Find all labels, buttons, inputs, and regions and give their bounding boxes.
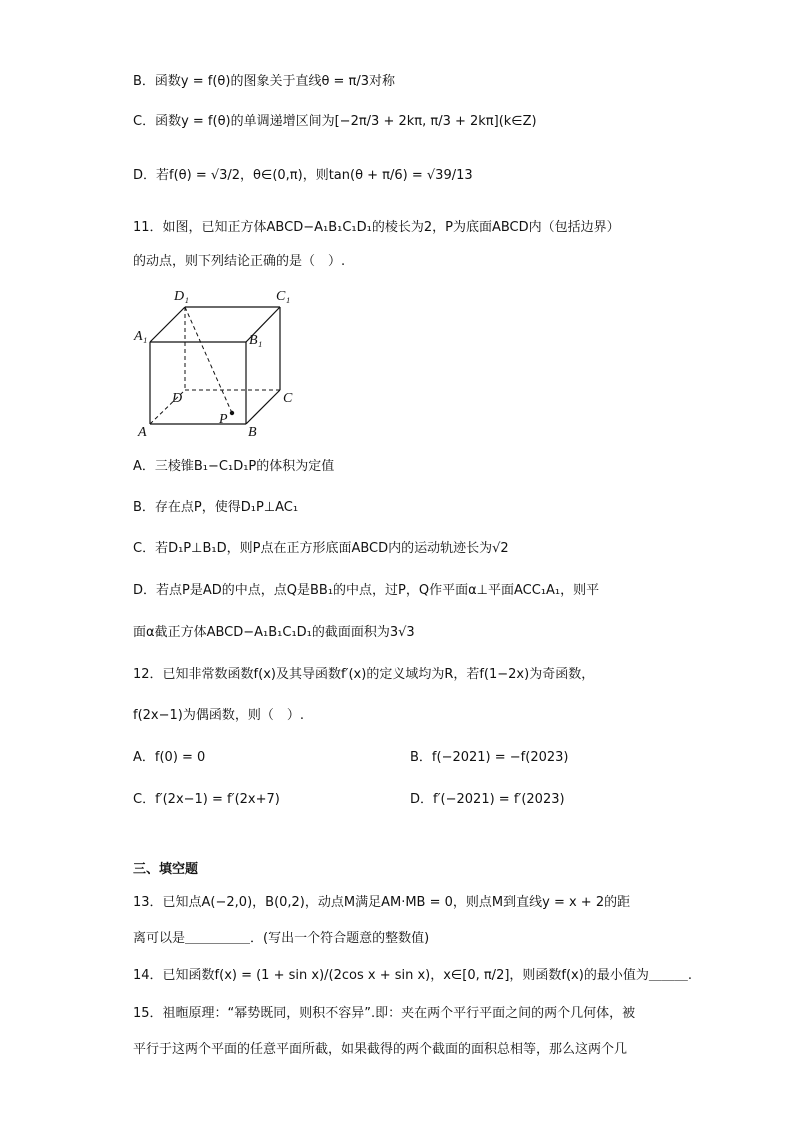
q15-line1: 15．祖暅原理：“幂势既同，则积不容异”.即：夹在两个平行平面之间的两个几何体，被 [133,1006,636,1021]
label-a: A [138,425,147,440]
section-title-fill-in: 三、填空题 [133,862,199,877]
q11-stem-line2: 的动点，则下列结论正确的是（ ）. [133,254,346,269]
q13-line1: 13．已知点A(−2,0)，B(0,2)，动点M满足AM·MB = 0，则点M到直线y = x + 2的距 [133,895,631,910]
q11-option-c: C．若D₁P⊥B₁D，则P点在正方形底面ABCD内的运动轨迹长为√2 [133,541,509,556]
point-p [230,411,234,415]
q12-option-d: D．f′(−2021) = f′(2023) [410,792,565,807]
q12-option-b: B．f(−2021) = −f(2023) [410,750,569,765]
q15-line2: 平行于这两个平面的任意平面所截，如果截得的两个截面的面积总相等，那么这两个几 [133,1042,628,1057]
label-b: B [248,425,257,440]
q14-line: 14．已知函数f(x) = (1 + sin x)/(2cos x + sin x)，x∈[0, π/2]，则函数f(x)的最小值为＿＿＿. [133,968,692,983]
q11-option-b: B．存在点P，使得D₁P⊥AC₁ [133,500,299,515]
label-p: P [219,412,228,427]
q12-option-c: C．f′(2x−1) = f′(2x+7) [133,792,280,807]
q10-option-b: B．函数y = f(θ)的图象关于直线θ = π/3对称 [133,74,396,89]
q10-option-c: C．函数y = f(θ)的单调递增区间为[−2π/3 + 2kπ, π/3 + 2kπ](k∈Z) [133,114,537,129]
cube-figure [128,282,303,447]
q12-option-a: A．f(0) = 0 [133,750,206,765]
label-c: C [283,391,293,406]
label-b1: B₁ [249,333,263,348]
q12-stem-line2: f(2x−1)为偶函数，则（ ）. [133,708,304,723]
q10-option-d: D．若f(θ) = √3/2，θ∈(0,π)，则tan(θ + π/6) = √39/13 [133,168,473,183]
label-d: D [172,391,183,406]
label-d1: D₁ [174,289,189,304]
label-a1: A₁ [134,329,148,344]
q11-stem-line1: 11．如图，已知正方体ABCD−A₁B₁C₁D₁的棱长为2，P为底面ABCD内（包括边界） [133,220,620,235]
label-c1: C₁ [276,289,291,304]
q11-option-a: A．三棱锥B₁−C₁D₁P的体积为定值 [133,459,335,474]
q11-option-d-line2: 面α截正方体ABCD−A₁B₁C₁D₁的截面面积为3√3 [133,625,415,640]
q12-stem-line1: 12．已知非常数函数f(x)及其导函数f′(x)的定义域均为R，若f(1−2x)为奇函数， [133,667,595,682]
q11-option-d-line1: D．若点P是AD的中点，点Q是BB₁的中点，过P，Q作平面α⊥平面ACC₁A₁，则平 [133,583,600,598]
q13-line2: 离可以是＿＿＿＿＿．(写出一个符合题意的整数值) [133,931,430,946]
